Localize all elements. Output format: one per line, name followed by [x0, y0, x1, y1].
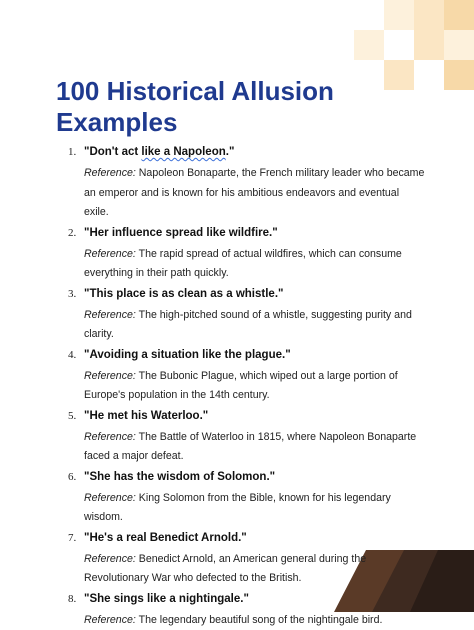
reference-text: The rapid spread of actual wildfires, which can consume everything in their path quickly. — [84, 248, 402, 280]
item-reference — [84, 367, 426, 406]
item-quote: "Her influence spread like wildfire." — [84, 225, 426, 242]
item-quote: "She has the wisdom of Solomon." — [84, 469, 426, 486]
item-number: 1. — [68, 144, 76, 161]
item-quote: "He's a real Benedict Arnold." — [84, 530, 426, 547]
item-number: 7. — [68, 530, 76, 547]
list-item — [56, 225, 426, 284]
reference-label: Reference: — [84, 614, 136, 626]
reference-text: The legendary beautiful song of the nightingale bird. — [139, 614, 383, 626]
item-reference — [84, 164, 426, 223]
item-reference — [84, 306, 426, 345]
reference-label: Reference: — [84, 309, 136, 321]
reference-text: The Bubonic Plague, which wiped out a large portion of Europe's population in the 14th century. — [84, 370, 398, 402]
reference-text: King Solomon from the Bible, known for his legendary wisdom. — [84, 492, 391, 524]
mosaic-tile — [384, 0, 414, 30]
list-item — [56, 144, 426, 223]
mosaic-tile — [414, 0, 444, 30]
spellcheck-marked-text: like a Napoleon — [141, 146, 225, 158]
reference-text: The Battle of Waterloo in 1815, where Napoleon Bonaparte faced a major defeat. — [84, 431, 416, 463]
list-item — [56, 408, 426, 467]
quote-text: ." — [226, 146, 235, 158]
reference-label: Reference: — [84, 492, 136, 504]
reference-label: Reference: — [84, 370, 136, 382]
reference-text: The high-pitched sound of a whistle, suggesting purity and clarity. — [84, 309, 412, 341]
item-number: 5. — [68, 408, 76, 425]
item-reference — [84, 489, 426, 528]
item-reference — [84, 550, 426, 589]
item-number: 8. — [68, 591, 76, 608]
reference-label: Reference: — [84, 431, 136, 443]
reference-label: Reference: — [84, 167, 136, 179]
mosaic-tile — [414, 30, 444, 60]
item-number: 4. — [68, 347, 76, 364]
item-number: 3. — [68, 286, 76, 303]
item-quote: "She sings like a nightingale." — [84, 591, 426, 608]
list-item — [56, 347, 426, 406]
allusion-list — [56, 144, 426, 630]
item-reference — [84, 428, 426, 467]
list-item — [56, 469, 426, 528]
item-quote — [84, 144, 426, 161]
reference-text: Benedict Arnold, an American general during the Revolutionary War who defected to the British. — [84, 553, 366, 585]
mosaic-tile — [444, 60, 474, 90]
item-number: 2. — [68, 225, 76, 242]
item-reference — [84, 611, 426, 630]
item-quote: "He met his Waterloo." — [84, 408, 426, 425]
mosaic-tile — [444, 0, 474, 30]
item-number: 6. — [68, 469, 76, 486]
page-title: 100 Historical Allusion Examples — [56, 76, 396, 138]
mosaic-tile — [444, 30, 474, 60]
list-item — [56, 286, 426, 345]
item-reference — [84, 245, 426, 284]
quote-text: "Don't act — [84, 146, 141, 158]
item-quote: "Avoiding a situation like the plague." — [84, 347, 426, 364]
reference-label: Reference: — [84, 553, 136, 565]
item-quote: "This place is as clean as a whistle." — [84, 286, 426, 303]
mosaic-tile — [354, 30, 384, 60]
list-item — [56, 530, 426, 589]
reference-text: Napoleon Bonaparte, the French military leader who became an emperor and is known for his ambitious endeavors and eventual exile. — [84, 167, 424, 218]
reference-label: Reference: — [84, 248, 136, 260]
list-item — [56, 591, 426, 630]
